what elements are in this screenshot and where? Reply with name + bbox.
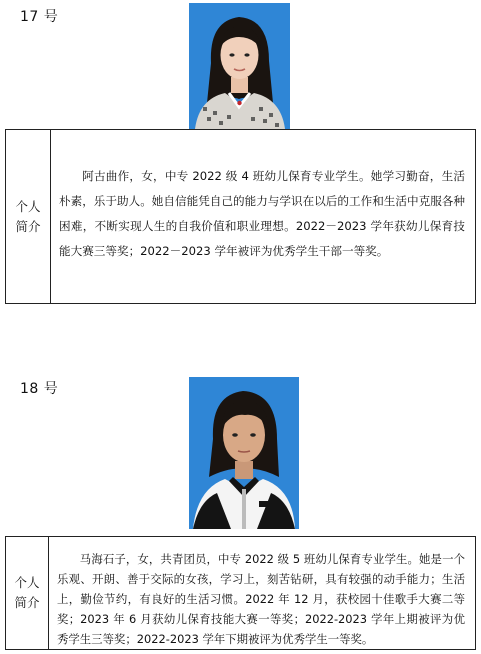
label-line-2: 简介 — [15, 218, 41, 234]
bio-text: 阿古曲作，女，中专 2022 级 4 班幼儿保育专业学生。她学习勤奋，生活朴素，乐于助人。她自信能凭自己的能力与学识在以后的工作和生活中克服各种困难，不断实现人生的自我价值和职业理想。2022－2023 学年获幼儿保育技能大赛三等奖；2022－2023 学年被评为优秀学生干部一等奖。 — [59, 169, 465, 258]
profile-table — [5, 129, 476, 304]
profile-label-cell — [6, 130, 51, 303]
profile-table — [5, 536, 476, 650]
label-line-1: 个人 — [15, 198, 41, 214]
bio-text: 马海石子，女，共青团员，中专 2022 级 5 班幼儿保育专业学生。她是一个乐观、开朗、善于交际的女孩，学习上，刻苦钻研，具有较强的动手能力；生活上，勤俭节约，有良好的生活习惯。2022 年 12 月，获校园十佳歌手大赛二等奖；2023 年 6 月获幼儿保育技能大赛一等奖；2022-2023 学年上期被评为优秀学生三等奖；2022-2023 学年下期被评为优秀学生一等奖。 — [57, 552, 465, 646]
portrait-image — [189, 377, 299, 529]
portrait-image — [189, 3, 290, 129]
label-line-1: 个人 — [14, 575, 40, 590]
bio-cell — [49, 537, 475, 649]
entry-number: 17 号 — [20, 9, 59, 25]
student-photo — [189, 377, 299, 529]
student-photo — [189, 3, 290, 129]
entry-number: 18 号 — [20, 381, 59, 397]
bio-cell — [51, 130, 475, 303]
profile-label-cell — [6, 537, 49, 649]
label-line-2: 简介 — [14, 595, 40, 610]
